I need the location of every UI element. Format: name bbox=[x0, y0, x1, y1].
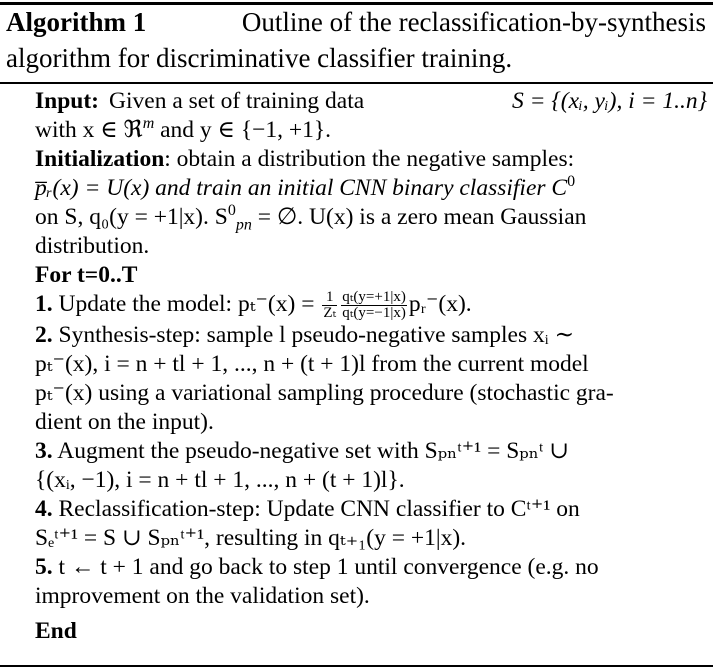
input-line-1 bbox=[35, 87, 707, 116]
algorithm-caption bbox=[6, 4, 706, 76]
step-1-line-1 bbox=[35, 290, 707, 321]
init-line-3 bbox=[35, 203, 707, 232]
init-text-1: : obtain a distribution the negative samples: bbox=[164, 146, 575, 172]
init-text-3-rest: = ∅. U(x) is a zero mean Gaussian bbox=[251, 204, 587, 230]
caption-rule bbox=[0, 82, 713, 84]
frac-2-den: qₜ(y=−1|x) bbox=[342, 305, 406, 322]
caption-label: Algorithm 1 bbox=[6, 7, 147, 37]
step-1-num: 1. bbox=[35, 291, 53, 317]
init-sub-pn: pn bbox=[235, 216, 252, 234]
step-3-line-2: {(xᵢ, −1), i = n + tl + 1, ..., n + (t + 1)l}. bbox=[35, 467, 405, 494]
input-label: Input: bbox=[35, 88, 100, 114]
step-3-line-1 bbox=[35, 437, 707, 466]
step-2-line-4: dient on the input). bbox=[35, 409, 214, 436]
step-1-frac-1 bbox=[322, 290, 337, 321]
init-line-1 bbox=[35, 145, 707, 174]
caption-line-1 bbox=[6, 4, 706, 40]
caption-text-2: algorithm for discriminative classifier training. bbox=[6, 43, 513, 73]
init-sup-s0: 0 bbox=[227, 202, 236, 220]
step-4-num: 4. bbox=[35, 496, 53, 523]
bottom-rule bbox=[0, 665, 713, 667]
frac-2-num: qₜ(y=+1|x) bbox=[342, 289, 406, 306]
step-2-num: 2. bbox=[35, 322, 53, 349]
input-line-2 bbox=[35, 116, 707, 145]
step-2-line-1 bbox=[35, 321, 707, 350]
init-sup-c0: 0 bbox=[567, 173, 576, 191]
step-1-text-b: pᵣ⁻(x). bbox=[408, 291, 472, 317]
step-2-line-3: pₜ⁻(x) using a variational sampling procedure (stochastic gra- bbox=[35, 380, 614, 407]
end-label: End bbox=[35, 618, 77, 645]
step-5-line-2: improvement on the validation set). bbox=[35, 583, 370, 610]
step-4-line-2: Sₑᵗ⁺¹ = S ∪ Sₚₙᵗ⁺¹, resulting in qₜ₊₁(y = +1|x). bbox=[35, 525, 467, 552]
input-text-b: with x ∈ ℜ bbox=[35, 117, 143, 143]
step-1-frac-2 bbox=[341, 290, 407, 321]
init-line-2 bbox=[35, 174, 707, 203]
caption-text-1: Outline of the reclassification-by-synthesis bbox=[241, 7, 706, 37]
step-1-text-a: Update the model: pₜ⁻(x) = bbox=[58, 291, 321, 317]
step-4-text-1: Reclassification-step: Update CNN classifier to Cᵗ⁺¹ on bbox=[58, 496, 580, 523]
input-math-a: S = {(xᵢ, yᵢ), i = 1..n} bbox=[512, 88, 707, 114]
step-2-text-1: Synthesis-step: sample l pseudo-negative samples xᵢ ∼ bbox=[58, 322, 575, 349]
init-text-2: p̅ᵣ(x) = U(x) and train an initial CNN binary classifier C bbox=[35, 175, 568, 201]
frac-1-den: Zₜ bbox=[323, 305, 337, 322]
input-text-c: and y ∈ {−1, +1}. bbox=[160, 117, 332, 143]
step-3-text-1: Augment the pseudo-negative set with Sₚₙᵗ⁺¹ = Sₚₙᵗ ∪ bbox=[57, 438, 569, 465]
algorithm-body bbox=[35, 87, 707, 646]
step-5-line-1 bbox=[35, 553, 707, 582]
step-5-text-1: t ← t + 1 and go back to step 1 until convergence (e.g. no bbox=[58, 554, 599, 581]
input-sup-m: m bbox=[142, 115, 155, 133]
input-text-a: Given a set of training data bbox=[109, 88, 365, 114]
step-4-line-1 bbox=[35, 495, 707, 524]
init-line-4: distribution. bbox=[35, 233, 150, 259]
loop-header: For t=0..T bbox=[35, 262, 138, 288]
step-3-num: 3. bbox=[35, 438, 53, 465]
init-text-3: on S, q₀(y = +1|x). S bbox=[35, 204, 228, 230]
step-5-num: 5. bbox=[35, 554, 53, 581]
step-2-line-2: pₜ⁻(x), i = n + tl + 1, ..., n + (t + 1)l from the current model bbox=[35, 351, 589, 378]
frac-1-num: 1 bbox=[322, 290, 337, 306]
init-label: Initialization bbox=[35, 146, 165, 172]
